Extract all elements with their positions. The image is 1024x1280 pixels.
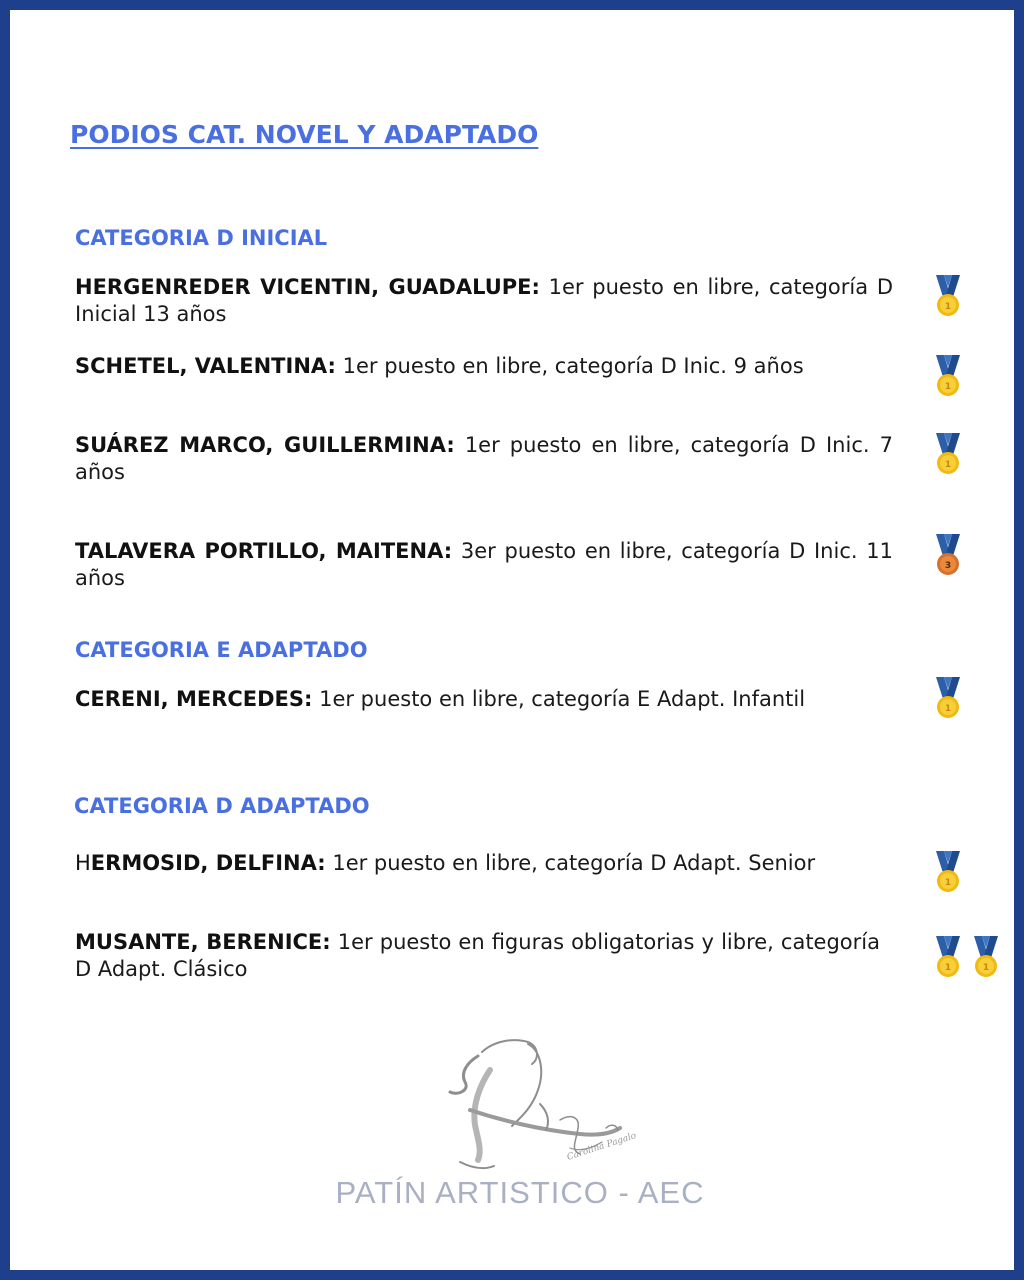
entry-cereni	[75, 686, 893, 713]
entry-text: 1er puesto en figuras obligatorias y libre, categoría D Adapt. Clásico	[75, 930, 880, 981]
medal-group	[930, 532, 966, 578]
entry-name: SCHETEL, VALENTINA:	[75, 354, 336, 378]
section-title-d-adaptado: CATEGORIA D ADAPTADO	[74, 794, 370, 818]
entry-text: 1er puesto en libre, categoría D Inicial 13 años	[75, 275, 893, 326]
gold-medal-icon	[930, 273, 966, 319]
medal-group	[930, 675, 966, 721]
gold-medal-icon	[930, 431, 966, 477]
club-logo	[330, 1020, 710, 1240]
entry-hergenreder	[75, 274, 893, 328]
entry-schetel	[75, 353, 893, 380]
entry-name: TALAVERA PORTILLO, MAITENA:	[75, 539, 453, 563]
entry-name-initial: H	[75, 851, 91, 875]
entry-musante	[75, 929, 880, 983]
entry-text: 1er puesto en libre, categoría D Inic. 7 años	[75, 433, 893, 484]
skater-logo-icon	[420, 1030, 638, 1180]
gold-medal-icon	[968, 934, 1004, 980]
entry-name: MUSANTE, BERENICE:	[75, 930, 331, 954]
entry-hermosid	[75, 850, 893, 877]
logo-text: PATÍN ARTISTICO - AEC	[335, 1175, 705, 1210]
section-title-d-inicial: CATEGORIA D INICIAL	[75, 226, 328, 250]
entry-suarez	[75, 432, 893, 486]
bronze-medal-icon	[930, 532, 966, 578]
section-title-e-adaptado: CATEGORIA E ADAPTADO	[75, 638, 368, 662]
entry-text: 1er puesto en libre, categoría E Adapt. Infantil	[312, 687, 806, 711]
entry-talavera	[75, 538, 893, 592]
medal-group	[930, 934, 1004, 980]
entry-name: HERGENREDER VICENTIN, GUADALUPE:	[75, 275, 540, 299]
gold-medal-icon	[930, 353, 966, 399]
entry-text: 1er puesto en libre, categoría D Adapt. Senior	[325, 851, 816, 875]
entry-text: 1er puesto en libre, categoría D Inic. 9 años	[335, 354, 804, 378]
gold-medal-icon	[930, 934, 966, 980]
entry-text: 3er puesto en libre, categoría D Inic. 11 años	[75, 539, 893, 590]
entry-name: SUÁREZ MARCO, GUILLERMINA:	[75, 433, 455, 457]
medal-group	[930, 431, 966, 477]
logo-signature: Carolina Pagalo	[565, 1131, 638, 1163]
gold-medal-icon	[930, 849, 966, 895]
medal-group	[930, 273, 966, 319]
medal-group	[930, 353, 966, 399]
page-title: PODIOS CAT. NOVEL Y ADAPTADO	[70, 120, 539, 149]
medal-group	[930, 849, 966, 895]
entry-name: CERENI, MERCEDES:	[75, 687, 313, 711]
gold-medal-icon	[930, 675, 966, 721]
entry-name: ERMOSID, DELFINA:	[90, 851, 326, 875]
